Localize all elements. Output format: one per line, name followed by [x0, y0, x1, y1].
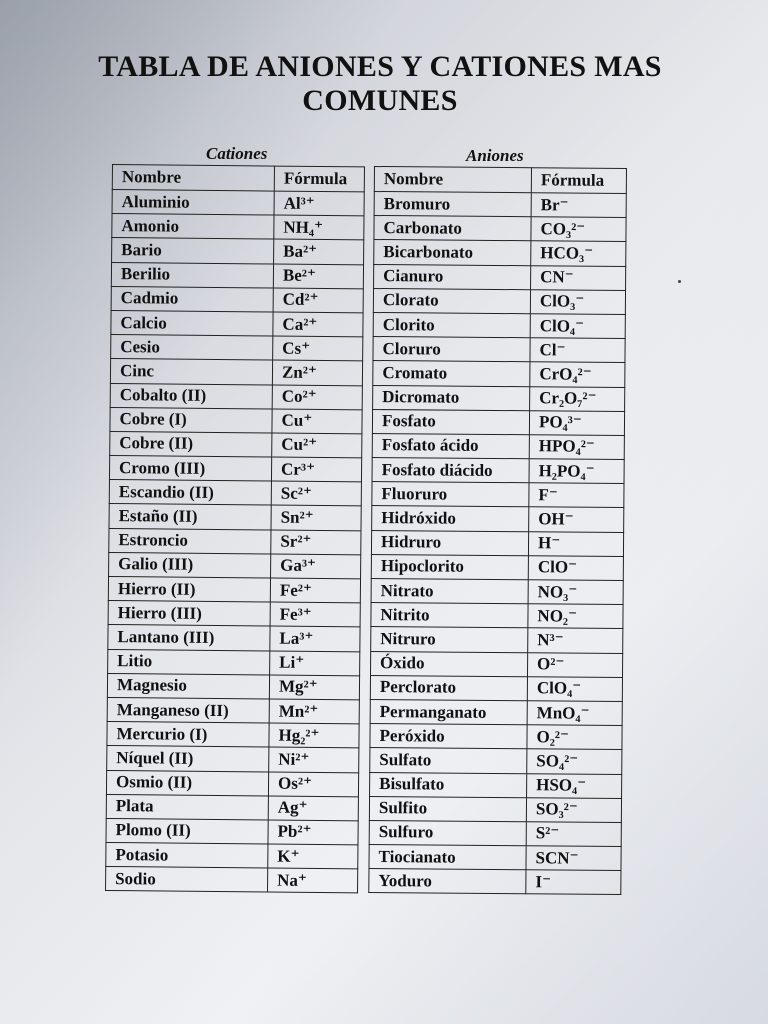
anions-formula-cell: HCO₃⁻ [531, 241, 626, 266]
anions-formula-cell: NO₂⁻ [528, 604, 623, 629]
cations-formula-cell: Sc²⁺ [271, 481, 361, 506]
cations-formula-cell: Cs⁺ [273, 336, 363, 361]
cations-name-cell: Plomo (II) [106, 818, 268, 844]
anions-formula-cell: SCN⁻ [526, 846, 621, 871]
anions-table-row [371, 578, 623, 604]
cations-formula-cell: K⁺ [268, 844, 358, 869]
anions-formula-cell: CO₃²⁻ [531, 217, 626, 242]
anions-formula-cell: ClO₄⁻ [527, 676, 622, 701]
anions-table-row [370, 748, 622, 774]
anions-formula-cell: I⁻ [526, 870, 621, 895]
anions-table-row [369, 796, 621, 822]
cations-header-formula: Fórmula [274, 166, 364, 192]
anions-table-row [374, 192, 626, 218]
anions-table-row [373, 337, 625, 363]
cations-table-row [107, 673, 359, 700]
cations-name-cell: Bario [112, 238, 274, 264]
cations-formula-cell: Ag⁺ [268, 796, 358, 821]
cations-name-cell: Sodio [106, 867, 268, 893]
cations-name-cell: Mercurio (I) [107, 722, 269, 748]
anions-formula-cell: CrO₄²⁻ [530, 362, 625, 387]
anions-table-row [371, 651, 623, 677]
cations-name-cell: Plata [106, 794, 268, 820]
anions-table-row [371, 554, 623, 580]
cations-formula-cell: Li⁺ [270, 651, 360, 676]
anions-table-row [371, 530, 623, 556]
cations-name-cell: Calcio [111, 310, 273, 336]
anions-formula-cell: NO₃⁻ [528, 580, 623, 605]
cations-name-cell: Cadmio [111, 286, 273, 312]
cations-table-row [109, 552, 361, 579]
anions-name-cell: Nitrato [371, 578, 528, 603]
cations-header-row [112, 165, 364, 192]
anions-table-row [370, 675, 622, 701]
cations-name-cell: Hierro (II) [108, 576, 270, 602]
anions-table-row [373, 312, 625, 338]
cations-table-row [112, 238, 364, 265]
anions-formula-cell: Br⁻ [531, 193, 626, 218]
anions-header-formula: Fórmula [531, 168, 626, 194]
anions-table-row [370, 699, 622, 725]
anions-name-cell: Fosfato diácido [372, 458, 529, 483]
anions-formula-cell: H₂PO₄⁻ [529, 459, 624, 484]
anions-name-cell: Dicromato [373, 385, 530, 410]
anions-name-cell: Nitruro [371, 627, 528, 652]
cations-name-cell: Manganeso (II) [107, 697, 269, 723]
cations-formula-cell: Fe²⁺ [270, 578, 360, 603]
anions-name-cell: Carbonato [374, 216, 531, 241]
cations-name-cell: Magnesio [107, 673, 269, 699]
anions-name-cell: Peróxido [370, 724, 527, 749]
anions-table-row [373, 288, 625, 314]
anions-name-cell: Fluoruro [372, 482, 529, 507]
anions-name-cell: Nitrito [371, 603, 528, 628]
anions-table-row [370, 772, 622, 798]
cations-formula-cell: Mn²⁺ [269, 699, 359, 724]
anions-formula-cell: CN⁻ [531, 265, 626, 290]
cations-name-cell: Cromo (III) [109, 456, 271, 482]
anions-formula-cell: SO₄²⁻ [527, 749, 622, 774]
anions-name-cell: Permanganato [370, 699, 527, 724]
anions-caption: Aniones [466, 146, 524, 165]
anions-table-row [372, 506, 624, 532]
cations-table-row [108, 649, 360, 676]
anions-formula-cell: O₂²⁻ [527, 725, 622, 750]
anions-name-cell: Sulfuro [369, 820, 526, 845]
anions-table-row [373, 385, 625, 411]
anions-formula-cell: OH⁻ [529, 507, 624, 532]
cations-name-cell: Estaño (II) [109, 504, 271, 530]
anions-name-cell: Bromuro [374, 192, 531, 217]
anions-formula-cell: H⁻ [528, 531, 623, 556]
cations-table [105, 164, 365, 894]
cations-formula-cell: Ga³⁺ [271, 554, 361, 579]
anions-table-row [372, 458, 624, 484]
cations-table-row [112, 190, 364, 217]
anions-formula-cell: SO₃²⁻ [526, 797, 621, 822]
anions-table-row [371, 627, 623, 653]
cations-table-row [111, 262, 363, 289]
anions-name-cell: Hipoclorito [371, 554, 528, 579]
cations-formula-cell: Cr³⁺ [271, 457, 361, 482]
cations-formula-cell: Ba²⁺ [274, 239, 364, 264]
anions-table-row [374, 216, 626, 242]
cations-header-name: Nombre [112, 165, 274, 192]
anions-table [368, 166, 627, 895]
anions-name-cell: Clorato [373, 288, 530, 313]
anions-table-row [369, 869, 621, 895]
anions-table-row [374, 264, 626, 290]
anions-name-cell: Yoduro [369, 869, 526, 894]
cations-table-row [110, 359, 362, 386]
cations-formula-cell: Co²⁺ [272, 385, 362, 410]
cations-name-cell: Cesio [111, 335, 273, 361]
anions-formula-cell: ClO⁻ [528, 556, 623, 581]
cations-formula-cell: Cu⁺ [272, 409, 362, 434]
cations-name-cell: Cobre (II) [110, 431, 272, 457]
anions-table-row [369, 845, 621, 871]
cations-table-row [106, 843, 358, 870]
anions-name-cell: Hidróxido [372, 506, 529, 531]
cations-table-row [108, 625, 360, 652]
paper-speck [678, 280, 681, 283]
cations-name-cell: Litio [108, 649, 270, 675]
cations-name-cell: Níquel (II) [107, 746, 269, 772]
cations-table-row [107, 697, 359, 724]
anions-formula-cell: S²⁻ [526, 822, 621, 847]
cations-table-row [107, 746, 359, 773]
cations-table-row [107, 722, 359, 749]
cations-table-row [111, 286, 363, 313]
cations-name-cell: Berilio [111, 262, 273, 288]
cations-name-cell: Cobre (I) [110, 407, 272, 433]
cations-formula-cell: La³⁺ [270, 626, 360, 651]
anions-name-cell: Tiocianato [369, 845, 526, 870]
cations-formula-cell: Cd²⁺ [273, 288, 363, 313]
cations-name-cell: Lantano (III) [108, 625, 270, 651]
anions-name-cell: Bicarbonato [374, 240, 531, 265]
cations-name-cell: Cinc [110, 359, 272, 385]
cations-name-cell: Hierro (III) [108, 601, 270, 627]
anions-formula-cell: Cl⁻ [530, 338, 625, 363]
anions-name-cell: Bisulfato [370, 772, 527, 797]
cations-caption: Cationes [206, 144, 268, 163]
cations-formula-cell: Pb²⁺ [268, 820, 358, 845]
anions-header-name: Nombre [374, 167, 531, 193]
cations-formula-cell: Zn²⁺ [272, 360, 362, 385]
cations-name-cell: Escandio (II) [109, 480, 271, 506]
anions-name-cell: Óxido [371, 651, 528, 676]
cations-formula-cell: Os²⁺ [268, 772, 358, 797]
cations-table-row [112, 214, 364, 241]
anions-formula-cell: HSO₄⁻ [527, 773, 622, 798]
anions-name-cell: Cloruro [373, 337, 530, 362]
cations-formula-cell: Sn²⁺ [271, 505, 361, 530]
cations-table-row [110, 431, 362, 458]
cations-table-row [110, 383, 362, 410]
cations-name-cell: Potasio [106, 843, 268, 869]
cations-table-row [106, 867, 358, 894]
anions-table-row [370, 724, 622, 750]
cations-formula-cell: Be²⁺ [273, 264, 363, 289]
cations-name-cell: Amonio [112, 214, 274, 240]
anions-table-row [372, 482, 624, 508]
anions-table-body [369, 192, 627, 895]
anions-name-cell: Clorito [373, 312, 530, 337]
cations-table-row [109, 456, 361, 483]
cations-name-cell: Aluminio [112, 190, 274, 216]
cations-formula-cell: NH₄⁺ [274, 215, 364, 240]
cations-table-row [109, 528, 361, 555]
cations-formula-cell: Hg₂²⁺ [269, 723, 359, 748]
anions-table-row [373, 361, 625, 387]
cations-formula-cell: Ni²⁺ [269, 747, 359, 772]
anions-formula-cell: N³⁻ [528, 628, 623, 653]
anions-formula-cell: PO₄³⁻ [529, 410, 624, 435]
cations-table-body [106, 190, 365, 894]
cations-name-cell: Estroncio [109, 528, 271, 554]
page-title: TABLA DE ANIONES Y CATIONES MAS COMUNES [98, 50, 662, 117]
anions-name-cell: Hidruro [371, 530, 528, 555]
cations-name-cell: Galio (III) [109, 552, 271, 578]
cations-table-row [108, 601, 360, 628]
cations-formula-cell: Cu²⁺ [272, 433, 362, 458]
anions-formula-cell: Cr₂O₇²⁻ [530, 386, 625, 411]
anions-table-row [369, 820, 621, 846]
anions-formula-cell: O²⁻ [527, 652, 622, 677]
anions-name-cell: Sulfato [370, 748, 527, 773]
anions-name-cell: Sulfito [369, 796, 526, 821]
anions-table-row [372, 433, 624, 459]
anions-name-cell: Fosfato ácido [372, 433, 529, 458]
anions-formula-cell: HPO₄²⁻ [529, 435, 624, 460]
cations-formula-cell: Mg²⁺ [269, 675, 359, 700]
cations-table-row [109, 504, 361, 531]
cations-table-row [106, 818, 358, 845]
cations-table-row [111, 335, 363, 362]
cations-formula-cell: Sr²⁺ [271, 530, 361, 555]
cations-formula-cell: Ca²⁺ [273, 312, 363, 337]
anions-name-cell: Perclorato [370, 675, 527, 700]
anions-header-row [374, 167, 626, 194]
cations-table-row [106, 794, 358, 821]
anions-table-row [371, 603, 623, 629]
cations-table-row [109, 480, 361, 507]
cations-table-row [108, 576, 360, 603]
cations-formula-cell: Al³⁺ [274, 191, 364, 216]
cations-formula-cell: Fe³⁺ [270, 602, 360, 627]
anions-name-cell: Cromato [373, 361, 530, 386]
cations-table-row [110, 407, 362, 434]
anions-table-row [372, 409, 624, 435]
cations-table-row [111, 310, 363, 337]
anions-name-cell: Cianuro [374, 264, 531, 289]
anions-name-cell: Fosfato [372, 409, 529, 434]
cations-table-row [106, 770, 358, 797]
anions-formula-cell: MnO₄⁻ [527, 701, 622, 726]
anions-formula-cell: ClO₄⁻ [530, 314, 625, 339]
anions-formula-cell: ClO₃⁻ [530, 289, 625, 314]
anions-table-row [374, 240, 626, 266]
cations-formula-cell: Na⁺ [268, 868, 358, 893]
cations-name-cell: Cobalto (II) [110, 383, 272, 409]
cations-name-cell: Osmio (II) [106, 770, 268, 796]
anions-formula-cell: F⁻ [529, 483, 624, 508]
